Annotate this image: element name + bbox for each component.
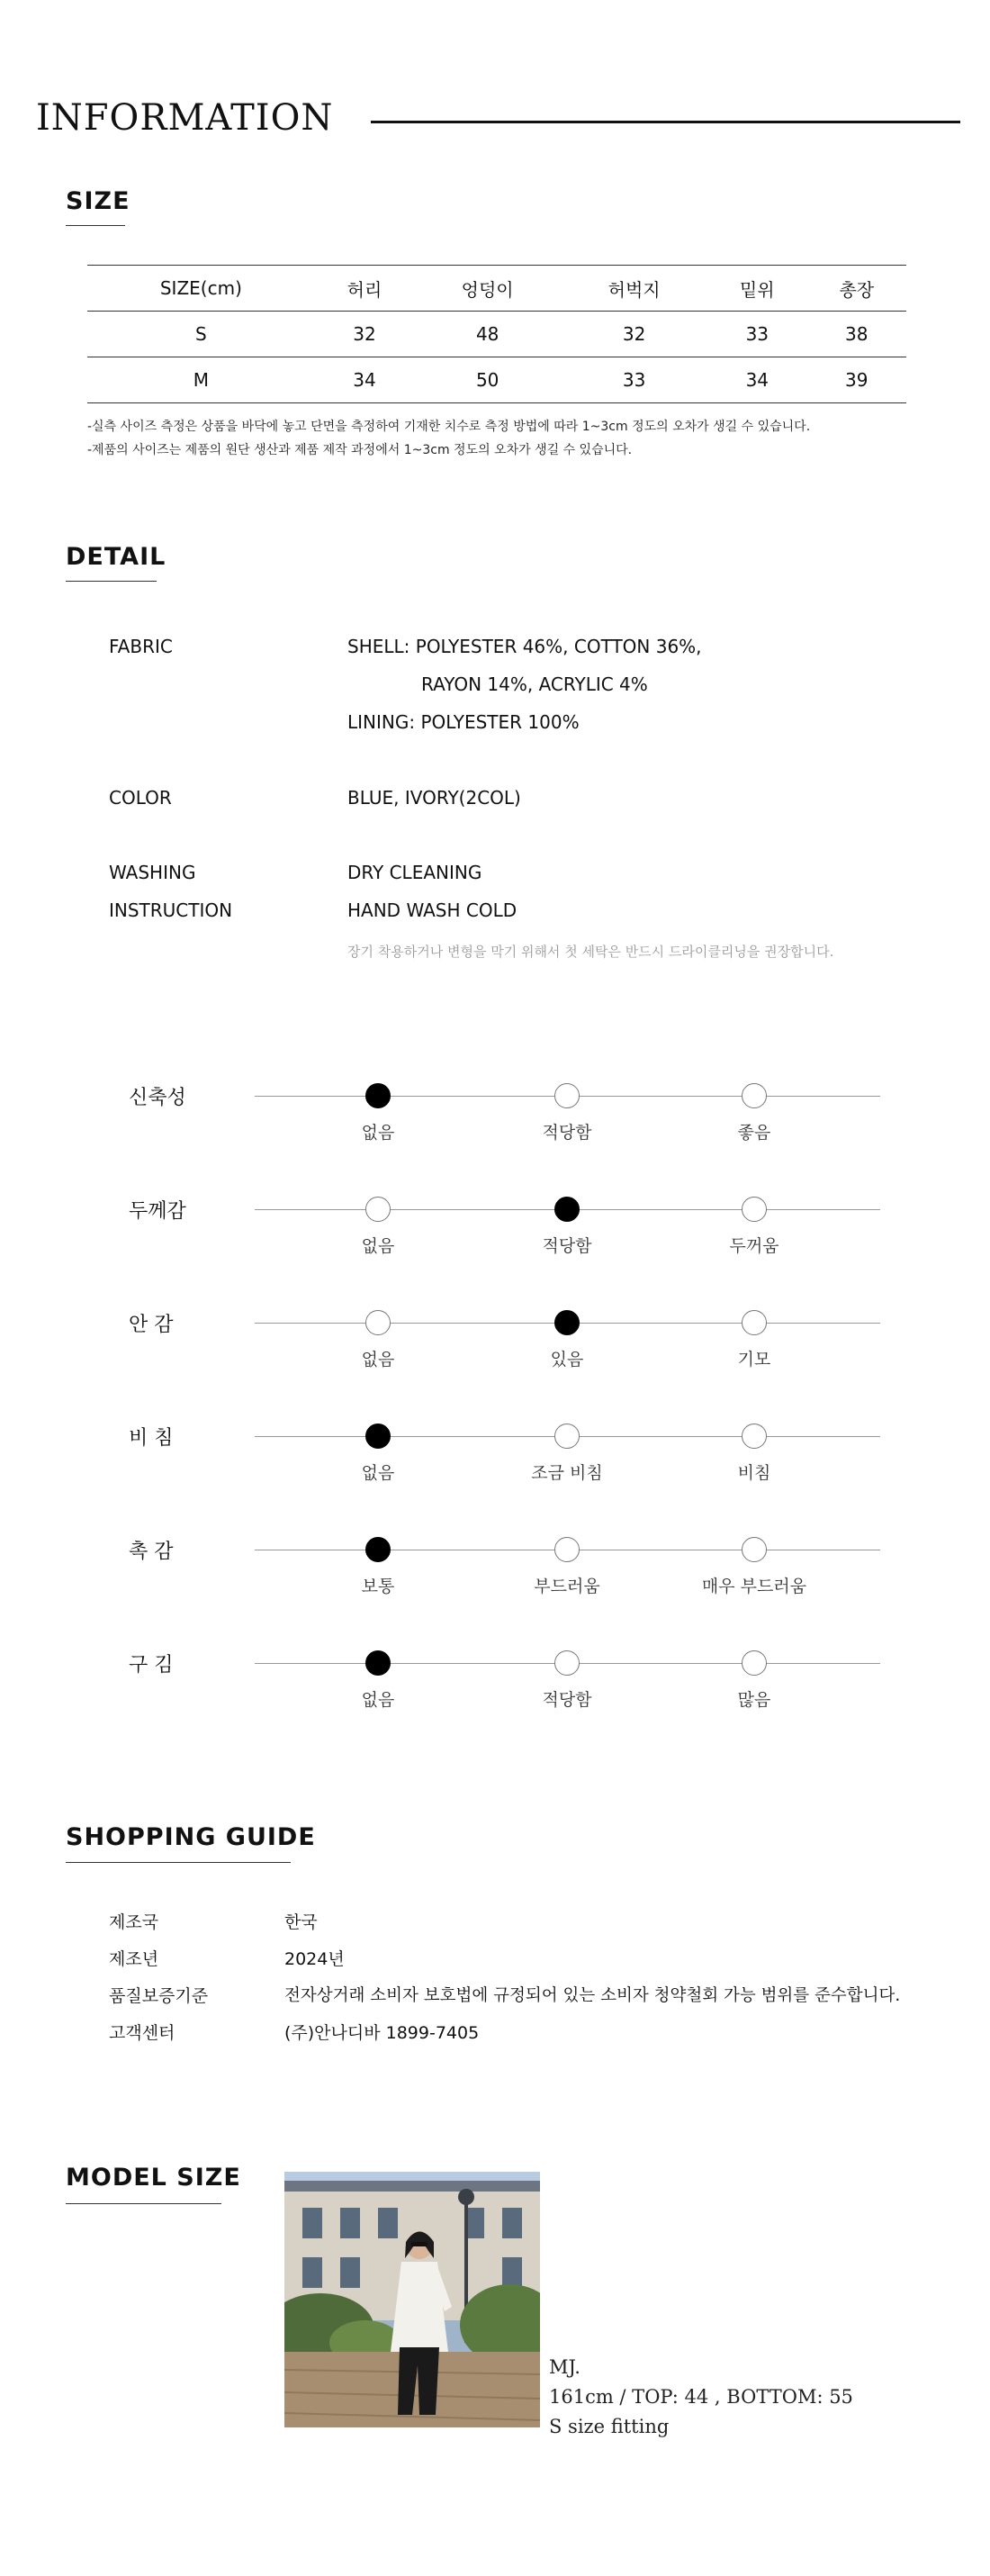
- guide-value: 전자상거래 소비자 보호법에 규정되어 있는 소비자 청약철회 가능 범위를 준수합니다.: [284, 1986, 901, 2005]
- guide-value: 한국: [284, 1912, 318, 1932]
- scale-option-label: 없음: [361, 1463, 395, 1483]
- washing-label: INSTRUCTION: [109, 899, 233, 921]
- table-row: [87, 357, 906, 403]
- table-cell: 48: [475, 323, 500, 345]
- fabric-value: LINING: POLYESTER 100%: [347, 711, 580, 733]
- scale-option-label: 두꺼움: [729, 1236, 779, 1256]
- scale-dot: [742, 1310, 767, 1335]
- guide-title-underline: [66, 1862, 291, 1863]
- washing-value: DRY CLEANING: [347, 862, 482, 883]
- detail-title-underline: [66, 581, 157, 582]
- scale-label: 두께감: [129, 1200, 186, 1223]
- column-header: 밑위: [739, 278, 775, 301]
- detail-section-title: DETAIL: [66, 543, 166, 571]
- color-value: BLUE, IVORY(2COL): [347, 787, 521, 809]
- scale-dot-selected: [365, 1083, 391, 1108]
- scale-dot: [742, 1424, 767, 1449]
- table-cell: 32: [622, 323, 646, 345]
- column-header: 허벅지: [608, 278, 661, 301]
- scale-dot: [742, 1650, 767, 1676]
- table-cell: 38: [845, 323, 868, 345]
- table-row: [87, 312, 906, 357]
- washing-value: HAND WASH COLD: [347, 899, 518, 921]
- scale-dot: [554, 1083, 580, 1108]
- model-title-underline: [66, 2203, 221, 2204]
- model-fit: S size fitting: [549, 2416, 670, 2437]
- scale-label: 구 김: [129, 1654, 174, 1677]
- scale-option-label: 없음: [361, 1350, 395, 1369]
- scale-option-label: 없음: [361, 1236, 395, 1256]
- column-header: SIZE(cm): [159, 277, 242, 299]
- size-table: [87, 265, 906, 403]
- scale-option-label: 조금 비침: [531, 1463, 603, 1483]
- model-section-title: MODEL SIZE: [66, 2164, 241, 2192]
- scale-dot: [742, 1083, 767, 1108]
- scale-dot: [365, 1197, 391, 1222]
- guide-value: (주)안나디바 1899-7405: [284, 2023, 480, 2043]
- table-cell: 33: [622, 369, 646, 391]
- scale-option-label: 적당함: [542, 1690, 592, 1710]
- guide-label: 제조국: [109, 1912, 159, 1932]
- scale-label: 신축성: [129, 1087, 186, 1109]
- washing-note: 장기 착용하거나 변형을 막기 위해서 첫 세탁은 반드시 드라이클리닝을 권장합니다.: [347, 944, 834, 960]
- scale-option-label: 있음: [550, 1350, 584, 1369]
- scale-dot-selected: [365, 1650, 391, 1676]
- table-cell: 34: [353, 369, 376, 391]
- scale-dot: [742, 1197, 767, 1222]
- model-measurements: 161cm / TOP: 44 , BOTTOM: 55: [549, 2386, 853, 2408]
- size-table-header: [87, 266, 906, 312]
- model-photo: [284, 2172, 540, 2427]
- scale-dot: [365, 1310, 391, 1335]
- table-cell: 33: [745, 323, 770, 345]
- table-cell: S: [195, 323, 207, 345]
- scale-dot-selected: [365, 1537, 391, 1562]
- size-section-title: SIZE: [66, 187, 130, 215]
- column-header: 총장: [839, 278, 875, 301]
- table-cell: 32: [353, 323, 376, 345]
- table-cell: 39: [845, 369, 868, 391]
- color-label: COLOR: [109, 787, 172, 809]
- table-cell: 50: [475, 369, 500, 391]
- guide-value: 2024년: [284, 1949, 345, 1969]
- guide-label: 제조년: [109, 1949, 159, 1969]
- model-name: MJ.: [549, 2356, 580, 2378]
- scale-label: 비 침: [129, 1427, 174, 1450]
- scale-option-label: 없음: [361, 1123, 395, 1143]
- fabric-value: RAYON 14%, ACRYLIC 4%: [421, 673, 648, 695]
- fabric-value: SHELL: POLYESTER 46%, COTTON 36%,: [347, 636, 702, 657]
- scale-label: 촉 감: [129, 1541, 174, 1563]
- scale-dot: [742, 1537, 767, 1562]
- scale-dot: [554, 1650, 580, 1676]
- scale-dot: [554, 1424, 580, 1449]
- title-divider: [371, 121, 960, 123]
- scale-option-label: 없음: [361, 1690, 395, 1710]
- model-photo-illustration: [284, 2172, 540, 2427]
- washing-label: WASHING: [109, 862, 196, 883]
- guide-section-title: SHOPPING GUIDE: [66, 1823, 316, 1851]
- scale-option-label: 적당함: [542, 1236, 592, 1256]
- scale-dot-selected: [554, 1310, 580, 1335]
- scale-option-label: 보통: [361, 1577, 395, 1596]
- scale-option-label: 많음: [737, 1690, 771, 1710]
- scale-option-label: 기모: [737, 1350, 771, 1369]
- scale-dot: [554, 1537, 580, 1562]
- scale-dot-selected: [365, 1424, 391, 1449]
- scale-option-label: 부드러움: [534, 1577, 600, 1596]
- scale-option-label: 비침: [737, 1463, 771, 1483]
- page-title: INFORMATION: [36, 97, 334, 139]
- fabric-label: FABRIC: [109, 636, 173, 657]
- scale-option-label: 적당함: [542, 1123, 592, 1143]
- size-title-underline: [66, 225, 125, 226]
- size-note: -실측 사이즈 측정은 상품을 바닥에 놓고 단면을 측정하여 기재한 치수로 측정 방법에 따라 1~3cm 정도의 오차가 생길 수 있습니다.: [87, 420, 811, 434]
- scale-option-label: 좋음: [737, 1123, 771, 1143]
- column-header: 허리: [346, 278, 382, 301]
- table-cell: M: [193, 369, 209, 391]
- column-header: 엉덩이: [461, 278, 514, 301]
- size-note: -제품의 사이즈는 제품의 원단 생산과 제품 제작 과정에서 1~3cm 정도의 오차가 생길 수 있습니다.: [87, 443, 633, 457]
- guide-label: 품질보증기준: [109, 1986, 209, 2006]
- guide-label: 고객센터: [109, 2023, 176, 2043]
- table-cell: 34: [745, 369, 770, 391]
- scale-label: 안 감: [129, 1314, 174, 1336]
- scale-dot-selected: [554, 1197, 580, 1222]
- scale-option-label: 매우 부드러움: [701, 1577, 807, 1596]
